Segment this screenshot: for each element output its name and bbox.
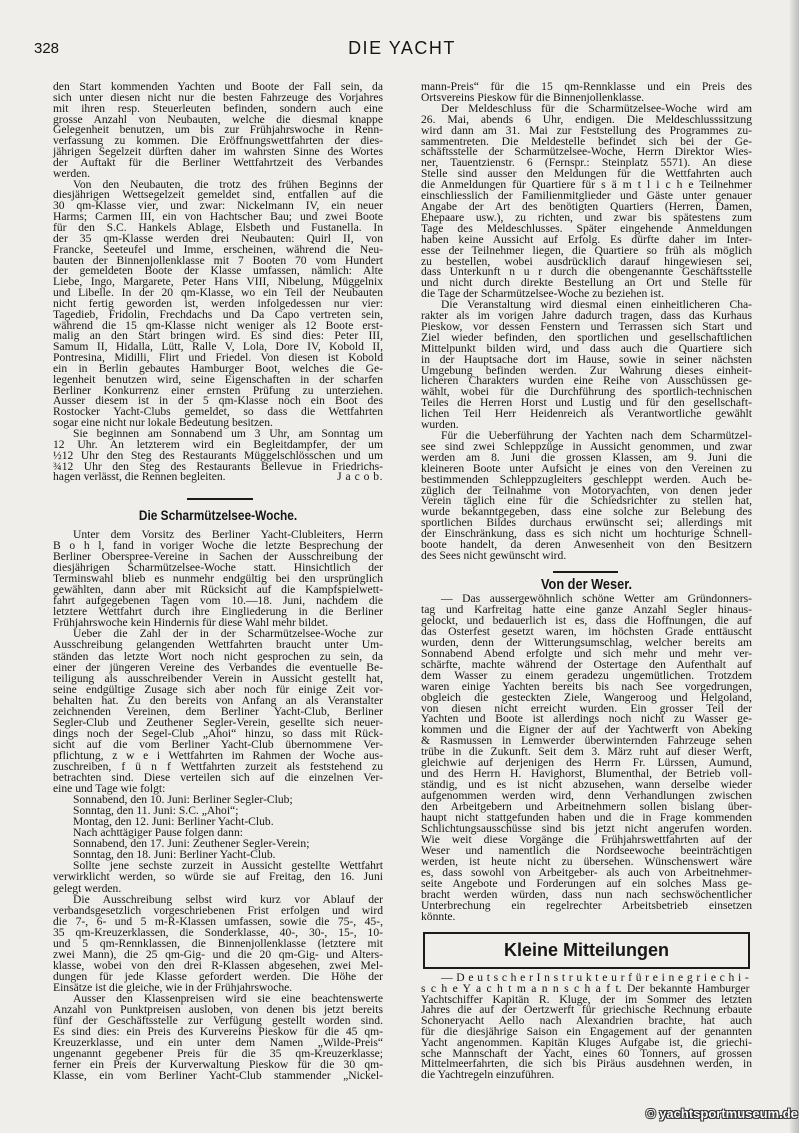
line-text: pflichtung, z w e i Wettfahrten im Rahmen der Woche aus-	[53, 748, 383, 762]
line-text: Der Meldeschluss für die Scharmützelsee-Woche wird am	[441, 101, 752, 115]
line-text: teiligung als ausschreibender Verein in Aussicht gestellt hat,	[53, 671, 383, 685]
line-text: waren einige Yachten bereits bis nach See vorgedrungen,	[421, 679, 752, 693]
line-text: Teiles die Herren Horst und Lustig und für den gesellschaft-	[421, 396, 752, 410]
line-text: Yachtschiffer Kapitän R. Kluge, der im Sommer des letzten	[421, 992, 752, 1006]
line-text: boote handelt, da deren Anwesenheit von den Besitzern	[421, 538, 752, 552]
line-text: werden, ist heute nicht zu übersehen. Wünschenswert wäre	[421, 854, 752, 868]
line-text: Pieskow, vor dessen Fenstern und Terrassen sich Start und	[421, 319, 752, 333]
line-text: gelegt werden.	[53, 881, 122, 895]
page-edge-shadow	[790, 0, 799, 1133]
line-text: die Yachtregeln einzuführen.	[421, 1068, 555, 1082]
line-text: werden am 8. Juni die grossen Klassen, am 9. Juni die	[421, 450, 752, 464]
article-text-kleine-mitteilungen	[421, 973, 752, 1081]
line-text: Klasse, ein vom Berliner Yacht-Club stammender „Nickel-	[53, 1069, 383, 1083]
line-text: mit ihren resp. Steuerleuten befinden, sondern auch eine	[53, 101, 383, 115]
line-text: Gelegenheit benutzen, um bis zur Frühjahrswoche in Renn-	[53, 123, 383, 137]
line-text: s c h e Y a c h t m a n n s c h a f t. Der bekannte Hamburger	[421, 981, 750, 995]
line-text: Jahres die auf der Oertzwerft für griechische Rechnung erbaute	[421, 1003, 752, 1017]
line-text: Samum II, Hidalla, Lütt, Ralle V, Lola, Dore IV, Kobold II,	[53, 340, 383, 354]
line-text: Frühjahrswoche kein Hindernis für diese Wahl mehr bildet.	[53, 616, 329, 630]
line-text: sammentreten. Die Meldestelle befindet sich bei der Ge-	[421, 134, 752, 148]
text-line	[53, 871, 383, 882]
author-signature: J a c o b.	[337, 470, 383, 484]
line-text: des Sees nicht gewünscht wird.	[421, 548, 567, 562]
section-divider	[553, 571, 618, 573]
line-text: fahrt aufgegebenen Tagen vom 10.—18. Juni, nachdem die	[53, 594, 383, 608]
line-text: fünf der Geschäftsstelle zur Verfügung gestellt worden sind.	[53, 1014, 383, 1028]
text-line	[53, 1070, 383, 1081]
line-text: zu bestellen, wobei ausdrücklich darauf hingewiesen sei,	[421, 254, 752, 268]
line-text: see sind zwei Schleppzüge in Aussicht genommen, und zwar	[421, 439, 752, 453]
line-text: könnte.	[421, 909, 456, 923]
line-text: Yachten und Boote ist allerdings noch nicht zu Wasser ge-	[421, 712, 752, 726]
line-text: seite Angebote und Forderungen auf ein solches Mass ge-	[421, 876, 752, 890]
line-text: den Start kommenden Yachten und Boote der Fall sein, da	[53, 80, 383, 93]
line-text: Berliner Oberspree-Vereine in Sachen der Ausschreibung der	[53, 550, 383, 564]
line-text: verwirklicht werden, so würde sie auf Freitag, den 16. Juni	[53, 870, 383, 884]
line-text: gleichwie auf derjenigen des Herrn Fr. Lürssen, Aumund,	[421, 756, 752, 770]
heading-kleine-mitteilungen: Kleine Mitteilungen	[503, 940, 669, 960]
line-text: Die Veranstaltung wird diesmal einen einheitlicheren Cha-	[441, 298, 752, 312]
heading-box-kleine-mitteilungen	[423, 932, 750, 969]
text-line	[53, 894, 383, 905]
text-line	[53, 155, 383, 169]
section-divider	[187, 498, 253, 500]
line-text: bestimmenden Schleppzugleiters geschleppt werden. Auch be-	[421, 472, 752, 486]
line-text: den Arbeitgebern und Arbeitnehmern sollen bislang über-	[421, 800, 752, 814]
line-text: haupt nicht stattgefunden haben und die in Frage kommenden	[421, 811, 752, 825]
line-text: ¾12 Uhr den Steg des Restaurants Bellevue in Friedrichs-	[53, 459, 383, 473]
line-text: Unter dem Vorsitz des Berliner Yacht-Clubleiters, Herrn	[73, 528, 383, 541]
line-text: zeichnenden Vereinen, dem Berliner Yacht-Club, Berliner	[53, 704, 383, 718]
line-text: Von den Neubauten, die trotz des frühen Beginns der	[73, 177, 383, 191]
line-text: der gemeldeten Boote der Klasse umfassen, nämlich: Alte	[53, 264, 383, 278]
line-text: — Das aussergewöhnlich schöne Wetter am Gründonners-	[441, 592, 752, 605]
line-text: Berliner Konkurrenz einer ernsten Prüfung zu unterziehen.	[53, 383, 383, 397]
line-text: der 35 qm-Klasse werden drei Neubauten: Quirl II, von	[53, 231, 383, 245]
line-text: Kreuzerklasse, und ein unter dem Namen „Wilde-Preis“	[53, 1036, 383, 1050]
line-text: das Osterfest gesetzt waren, im höchsten Grade enttäuscht	[421, 624, 752, 638]
line-text: 35 qm-Kreuzerklassen, die Sonderklasse, 40-, 30-, 15-, 10-	[53, 925, 383, 939]
watermark: © yachtsportmuseum.de	[646, 1106, 798, 1121]
text-line	[53, 472, 383, 483]
line-text: verbandsgesetzlich vorgeschriebenen Frist erfolgen und wird	[53, 903, 383, 917]
line-text: mann-Preis“ für die 15 qm-Rennklasse und ein Preis des	[421, 80, 752, 93]
line-text: dings noch der Segel-Club „Ahoi“ hinzu, so dass mit Rück-	[53, 726, 383, 740]
line-text: verfassung zu kommen. Die Eröffnungswettfahrten der dies-	[53, 134, 383, 148]
line-text: von diesen nicht erreicht wurden. Ein grosser Teil der	[421, 701, 752, 715]
line-text: sogar eine nicht nur lokale Bedeutung besitzen.	[53, 416, 273, 430]
page-number: 328	[34, 40, 60, 57]
line-text: ferner ein Preis der Kurverwaltung Pieskow für die 30 qm-	[53, 1058, 383, 1072]
article-text-left-top	[53, 82, 383, 483]
line-text: Pontresina, Midilli, Flirt und Friedel. Von diesen ist Kobold	[53, 351, 383, 365]
line-text: lichen Teil Herr Heidenreich als Verantwortliche gewählt	[421, 407, 752, 421]
line-text: trübe in die Zukunft. Seit dem 3. März ruht auf dieser Werft,	[421, 745, 752, 759]
line-text: & Rasmussen in Lemwerder überwinternden Fahrzeuge sehen	[421, 734, 752, 748]
line-text: sche Mannschaft der Yacht, eines 60 Tonners, auf grossen	[421, 1046, 752, 1060]
article-text-right-top	[421, 82, 752, 562]
line-text: Es sind dies: ein Preis des Kurvereins Pieskow für die 45 qm-	[53, 1025, 383, 1039]
line-text: legenheit benutzen wird, seine Eigenschaften in der scharfen	[53, 372, 383, 386]
text-line	[53, 905, 383, 916]
text-line	[53, 662, 383, 673]
line-text: Ausser diesem ist in der 5 qm-Klasse noch ein Boot des	[53, 394, 383, 408]
line-text: Unterbrechung ein regelrechter Arbeitsbetrieb einsetzen	[421, 898, 752, 912]
line-text: und Libelle. In der 20 qm-Klasse, wo ein Teil der Neubauten	[53, 286, 383, 300]
text-line	[53, 651, 383, 662]
line-text: Tagedieb, Fridolin, Frechdachs und Da Capo vertreten sein,	[53, 307, 383, 321]
line-text: Rostocker Yacht-Clubs gemeldet, so dass die Wettfahrten	[53, 405, 383, 419]
line-text: malig an den Start bringen wird. Es sind dies: Peter III,	[53, 329, 383, 343]
line-text: Ortsvereins Pieskow für die Binnenjollenklasse.	[421, 90, 645, 104]
line-text: gelockt, und bedauerlich ist es, dass die Hoffnungen, die auf	[421, 613, 752, 627]
line-text: Terminswahl blieb es nunmehr endgültig bei den ursprünglich	[53, 572, 383, 586]
line-text: Anzahl von Punktpreisen ausloben, von denen bis jetzt bereits	[53, 1003, 383, 1017]
line-text: während die 15 qm-Klasse nicht weniger als 12 Boote erst-	[53, 318, 383, 332]
line-text: dass Unterkunft n u r durch die obengenannte Geschäftsstelle	[421, 265, 752, 279]
line-text: ½12 Uhr den Steg des Restaurants Müggelschlösschen und um	[53, 448, 383, 462]
line-text: tag und Karfreitag hatte eine ganze Anzahl Segler hinaus-	[421, 602, 752, 616]
line-text: ständen das letzte Wort noch nicht gesprochen zu sein, da	[53, 649, 383, 663]
line-text: rakter als im vorigen Jahre dadurch tragen, dass das Kurhaus	[421, 309, 752, 323]
line-text: Segler-Club und Zeuthener Segler-Verein, gesellte sich neuer-	[53, 715, 383, 729]
line-text: klasse, wobei von den drei R-Klassen abgesehen, zwei Mel-	[53, 958, 383, 972]
line-text: Ziel wieder befinden, den sportlichen und gesellschaftlichen	[421, 330, 752, 344]
line-text: bauten der Binnenjollenklasse mit 7 Booten 70 vom Hundert	[53, 253, 383, 267]
line-text: die Anmeldungen für Quartiere für s ä m t l i c h e Teilnehmer	[421, 178, 752, 192]
line-text: sportlichen Bildes durchaus erwünscht sei; allerdings mit	[421, 516, 752, 530]
line-text: Schoneryacht Aello nach Alexandrien brachte, hat auch	[421, 1014, 752, 1028]
line-text: Sonnabend Abend erfolgte und sich mehr und mehr ver-	[421, 646, 752, 660]
line-text: letztere Wettfahrt durch ihre Eingliederung in die Berliner	[53, 605, 383, 619]
line-text: hagen verlässt, die Rennen begleiten.	[53, 470, 226, 484]
line-text: jährigen Segelzeit dürften daher im wahrsten Sinne des Wortes	[53, 145, 383, 159]
line-text: wird dann am 31. Mai zur Feststellung des Programmes zu-	[421, 123, 752, 137]
line-text: Ueber die Zahl der in der Scharmützelsee-Woche zur	[73, 627, 383, 641]
line-text: werden.	[53, 166, 91, 180]
line-text: grosse Anzahl von Neubauten, welche die diesmal knappe	[53, 112, 383, 126]
line-text: Sonntag, den 11. Juni: S.C. „Ahoi“;	[73, 804, 239, 818]
line-text: eine und Tage wie folgt:	[53, 782, 166, 796]
line-text: in der Hauptsache dort im Hause, sowie in seiner nächsten	[421, 352, 752, 366]
line-text: für die diesjährige Saison ein Engagement auf der genannten	[421, 1024, 752, 1038]
line-text: Einsätze ist die gleiche, wie in der Frühjahrswoche.	[53, 980, 293, 994]
line-text: Tage des Meldeschlusses. Später eingehende Anmeldungen	[421, 221, 752, 235]
line-text: Ausschreibung gelangenden Wettfahrten braucht unter Um-	[53, 638, 383, 652]
line-text: zwei Mann), die 25 qm-Gig- und die 20 qm-Gig- und Alters-	[53, 947, 383, 961]
line-text: diesjährigen Wettsegelzeit gemeldet sind, entfallen auf die	[53, 188, 383, 202]
line-text: und des Herrn H. Havighorst, Blumenthal, der Betrieb voll-	[421, 767, 752, 781]
line-text: Harms; Carmen III, ein von Hachtscher Bau; und zwei Boote	[53, 210, 383, 224]
text-line	[53, 883, 383, 894]
line-text: Sie beginnen am Sonnabend um 3 Uhr, am Sonntag um	[73, 427, 383, 440]
line-text: Stelle sind ausser den Meldungen für die Wettfahrten auch	[421, 167, 752, 181]
line-text: betrachten sind. Diese verteilen sich auf die einzelnen Ver-	[53, 771, 383, 785]
line-text: obgleich die gesteckten Ziele, Wangeroog und Helgoland,	[421, 690, 752, 704]
line-text: zuschreiben, f ü n f Wettfahrten zurzeit als feststehend zu	[53, 759, 383, 773]
line-text: Weser und namentlich die Nordseewoche beeinträchtigen	[421, 843, 752, 857]
line-text: Umgebung befinden werden. Zur Wahrung dieses einheit-	[421, 363, 752, 377]
line-text: schärfte, machte während der Ostertage den Aufenthalt auf	[421, 657, 752, 671]
line-text: wurde bekanntgegeben, dass eine solche zur Belebung des	[421, 505, 752, 519]
line-text: Wie weit diese Vorgänge die Frühjahrswettfahrten auf der	[421, 832, 752, 846]
line-text: Ehepaare usw.), zu richten, und zwar bis spätestens zum	[421, 210, 752, 224]
line-text: Sollte jene sechste zurzeit in Aussicht gestellte Wettfahrt	[73, 859, 383, 873]
line-text: dem Wasser zu einem geradezu ungemütlichen. Trotzdem	[421, 668, 752, 682]
line-text: ständig, und es ist nicht abzusehen, wann derselbe wieder	[421, 778, 752, 792]
line-text: sich unter diesen nicht nur die besten Fahrzeuge des Vorjahres	[53, 90, 383, 104]
line-text: Verein täglich eine für die Schiedsrichter zu stellen hat,	[421, 494, 752, 508]
line-text: esse der Teilnehmer liegen, die Quartiere so früh als möglich	[421, 243, 752, 257]
line-text: kleineren Boote unter Aufsicht je eines von den Vereinen zu	[421, 461, 752, 475]
line-text: wurden.	[421, 418, 459, 432]
text-line	[53, 673, 383, 684]
line-text: und nicht durch direkte Bestellung an Ort und Stelle für	[421, 276, 752, 290]
line-text: 12 Uhr. An letzterem wird ein Begleitdampfer, der um	[53, 437, 383, 451]
text-line	[421, 1070, 752, 1081]
line-text: es, dass sowohl von Arbeitgeber- als auch von Arbeitnehmer-	[421, 865, 752, 879]
line-text: Liebe, Ingo, Margarete, Peter Hans VIII, Nibelung, Müggelnix	[53, 275, 383, 289]
line-text: wurden, denn der Witterungsumschlag, welcher bereits am	[421, 635, 752, 649]
line-text: züglich der Teilnahme von Motoryachten, von denen jeder	[421, 483, 752, 497]
line-text: die Tage der Scharmützelsee-Woche zu beziehen ist.	[421, 287, 665, 301]
line-text: die 7-, 6- und 5 m-R-Klassen umfassen, sowie die 75-, 45-,	[53, 914, 383, 928]
line-text: behalten hat. Zu den bereits von Anfang an als Veranstalter	[53, 693, 383, 707]
line-text: B o h l, fand in voriger Woche die letzte Besprechung der	[53, 539, 383, 553]
line-text: der Einschränkung, dass es sich nicht um hochturige Schnell-	[421, 527, 752, 541]
line-text: Für die Ueberführung der Yachten nach dem Scharmützel-	[441, 429, 752, 442]
text-line	[421, 548, 752, 562]
line-text: Sonntag, den 18. Juni: Berliner Yacht-Club.	[73, 848, 276, 862]
line-text: schäftsstelle der Scharmützelsee-Woche, Herrn Direktor Wies-	[421, 145, 752, 159]
line-text: Sonnabend, den 17. Juni: Zeuthener Segler-Verein;	[73, 837, 310, 851]
text-line	[421, 409, 752, 420]
line-text: sicht auf die vom Berliner Yacht-Club übernommene Ver-	[53, 737, 383, 751]
line-text: 26. Mai, abends 6 Uhr, endigen. Die Meldeschlusssitzung	[421, 112, 752, 126]
line-text: wählt, wobei für die Durchführung des sportlich-technischen	[421, 385, 752, 399]
running-title: DIE YACHT	[348, 38, 456, 58]
line-text: haben keine Aussicht auf Erfolg. Es dürfte daher im Inter-	[421, 232, 752, 246]
line-text: einer der jüngeren Vereine des Verbandes die eventuelle Be-	[53, 660, 383, 674]
line-text: Schlichtungsausschüsse sind bis jetzt nicht angerufen worden.	[421, 822, 752, 836]
line-text: ner, Tauentzienstr. 6 (Fernspr.: Steinplatz 5571). An diese	[421, 156, 752, 170]
line-text: Montag, den 12. Juni: Berliner Yacht-Club.	[73, 815, 274, 829]
line-text: dungen für jede Klasse gefordert werden. Die Höhe der	[53, 969, 383, 983]
line-text: Mittelpunkt bilden wird, und dass auch die Quartiere sich	[421, 341, 752, 355]
line-text: kommen und die Eigner der auf der Yachtwerft von Abeking	[421, 723, 752, 737]
line-text: ungenannt gegebener Preis für die 35 qm-Kreuzerklasse;	[53, 1047, 383, 1061]
line-text: nicht fertig geworden ist, werden infolgedessen nur vier:	[53, 296, 383, 310]
article-text-left-bottom	[53, 529, 383, 1081]
text-line	[421, 909, 752, 923]
text-line	[421, 898, 752, 912]
heading-scharmuetzelsee-woche: Die Scharmützelsee-Woche.	[138, 508, 298, 523]
line-text: Francke, Seeteufel und Imme, erscheinen, während die Neu-	[53, 242, 383, 256]
heading-von-der-weser: Von der Weser.	[540, 577, 632, 593]
line-text: Ausser den Klassenpreisen wird sie eine beachtenswerte	[73, 991, 383, 1005]
line-text: — D e u t s c h e r I n s t r u k t e u r f ü r e i n e g r i e c h i -	[441, 971, 749, 984]
line-text: bracht werden würden, dass nun nach sechswöchentlicher	[421, 887, 752, 901]
line-text: der Auftakt für die Berliner Wettfahrtzeit des Verbandes	[53, 155, 383, 169]
line-text: einschliesslich der Familienmitglieder und Gäste unter genauer	[421, 189, 752, 203]
line-text: Angabe der Art des benötigten Quartiers (Herren, Damen,	[421, 199, 752, 213]
line-text: Yacht angenommen. Kapitän Kluges Aufgabe ist, die griechi-	[421, 1035, 752, 1049]
line-text: diesjährigen Scharmützelsee-Woche statt. Hinsichtlich der	[53, 561, 383, 575]
line-text: seine endgültige Zusage sich aber noch für einige Zeit vor-	[53, 682, 383, 696]
line-text: ein in Berlin gebautes Hamburger Boot, welches die Ge-	[53, 361, 383, 375]
line-text: licheren Charakters wurden eine Reihe von Ausschüssen ge-	[421, 374, 752, 388]
line-text: und 5 qm-Rennklassen, die Binnenjollenklasse (letztere mit	[53, 936, 383, 950]
line-text: 30 qm-Klasse vier, und zwar: Nickelmann IV, ein neuer	[53, 199, 383, 213]
article-text-weser	[421, 594, 752, 923]
line-text: Sonnabend, den 10. Juni: Berliner Segler-Club;	[73, 793, 293, 807]
line-text: Mittelmeerfahrten, die sich bis Piräus ausdehnen werden, in	[421, 1057, 752, 1071]
line-text: aufgenommen werden wird, denn Verhandlungen zwischen	[421, 789, 752, 803]
line-text: für den S.C. Hankels Ablage, Elsbeth und Fustanella. In	[53, 220, 383, 234]
line-text: gewählten, dann aber mit Rücksicht auf die Kampfspielwett-	[53, 583, 383, 597]
line-text: Nach achttägiger Pause folgen dann:	[73, 826, 243, 840]
line-text: Die Ausschreibung selbst wird kurz vor Ablauf der	[73, 892, 383, 906]
text-line	[53, 639, 383, 650]
